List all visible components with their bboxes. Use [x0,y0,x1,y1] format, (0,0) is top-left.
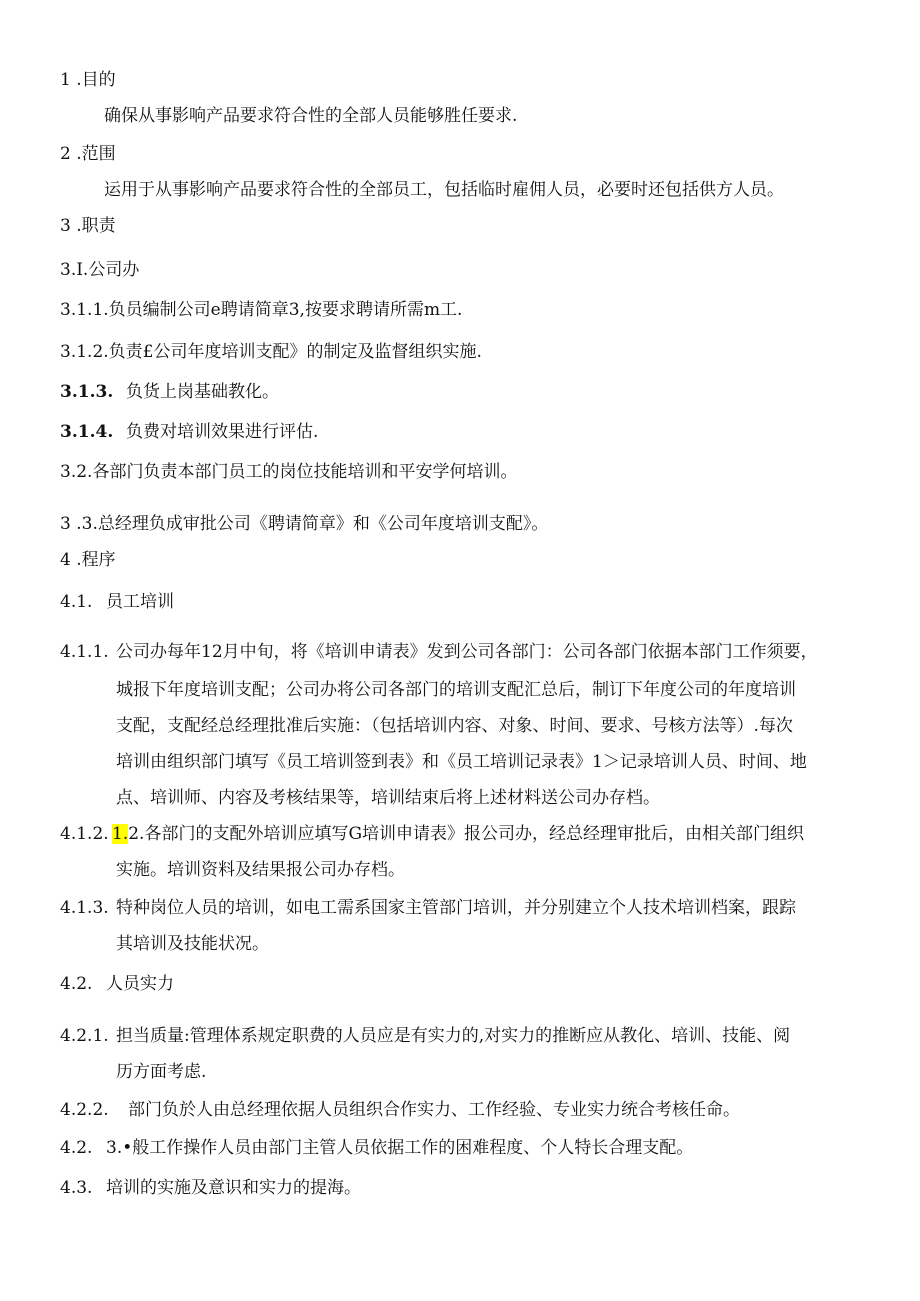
section-4-2-3-text: 3.•般工作操作人员由部门主管人员依据工作的困难程度、个人特长合理支配。 [106,1138,694,1158]
section-3-3: 3 .3.总经理负成审批公司《聘请简章》和《公司年度培训支配》。 [60,514,549,534]
section-4-1-number: 4.1. [60,592,93,612]
section-4-3-text: 培训的实施及意识和实力的提海。 [106,1178,361,1198]
section-3-1-2: 3.1.2.负责£公司年度培训支配》的制定及监督组织实施. [60,342,482,362]
section-4-1-1-line: 公司办每年12月中旬，将《培训申请表》发到公司各部门：公司各部门依据本部门工作须要， [116,642,818,662]
section-4-1-2-line1 [112,822,804,846]
section-4-1-2-number: 4.1.2. [60,824,109,844]
section-4-2-1-line: 担当质量:管理体系规定职费的人员应是有实力的,对实力的推断应从教化、培训、技能、阅 [116,1026,791,1046]
section-4-1-3-number: 4.1.3. [60,898,109,918]
section-2-body: 运用于从事影响产品要求符合性的全部员工，包括临时雇佣人员，必要时还包括供方人员。 [104,180,784,200]
section-3-1: 3.I.公司办 [60,260,140,280]
section-3-1-1: 3.1.1.负员编制公司e聘请简章3,按要求聘请所需m工. [60,300,463,320]
section-1-body: 确保从事影响产品要求符合性的全部人员能够胜任要求. [104,106,518,126]
section-4-2-number: 4.2. [60,974,93,994]
section-3-1-3-text: 负货上岗基础教化。 [126,382,279,402]
section-4-1-1-number: 4.1.1. [60,642,109,662]
section-4-2-2-number: 4.2.2. [60,1100,109,1120]
section-4-2-1-line: 历方面考虑. [116,1062,207,1082]
section-3-heading: 3 .职责 [60,216,116,236]
section-4-2-2-text: 部门负於人由总经理依据人员组织合作实力、工作经验、专业实力统合考核任命。 [128,1100,740,1120]
section-4-1-2-text: 2.各部门的支配外培训应填写G培训申请表》报公司办，经总经理审批后，由相关部门组织 [128,824,805,844]
section-4-1-1-line: 培训由组织部门填写《员工培训签到表》和《员工培训记录表》1＞记录培训人员、时间、地 [116,752,807,772]
section-2-heading: 2 .范围 [60,144,116,164]
section-4-1-3-line: 特种岗位人员的培训，如电工需系国家主管部门培训，并分别建立个人技术培训档案，跟踪 [116,898,796,918]
section-4-2-1-number: 4.2.1. [60,1026,109,1046]
section-3-1-3-number: 3.1.3. [60,382,114,402]
section-4-1-1-line: 城报下年度培训支配；公司办将公司各部门的培训支配汇总后，制订下年度公司的年度培训 [116,680,796,700]
section-3-2: 3.2.各部门负责本部门员工的岗位技能培训和平安学何培训。 [60,462,518,482]
section-4-2-text: 人员实力 [106,974,174,994]
section-4-1-3-line: 其培训及技能状况。 [116,934,269,954]
section-3-1-4-text: 负费对培训效果进行评估. [126,422,319,442]
section-4-heading: 4 .程序 [60,550,116,570]
section-4-1-1-line: 点、培训师、内容及考核结果等，培训结束后将上述材料送公司办存档。 [116,788,660,808]
section-4-1-text: 员工培训 [106,592,174,612]
section-1-heading: 1 .目的 [60,70,116,90]
section-4-3-number: 4.3. [60,1178,93,1198]
section-4-1-1-line: 支配，支配经总经理批准后实施：（包括培训内容、对象、时间、要求、号核方法等）.每次 [116,716,793,736]
highlight-mark: 1. [112,824,129,844]
section-4-2-3-number: 4.2. [60,1138,93,1158]
section-3-1-4-number: 3.1.4. [60,422,114,442]
section-4-1-2-line2: 实施。培训资料及结果报公司办存档。 [116,860,405,880]
